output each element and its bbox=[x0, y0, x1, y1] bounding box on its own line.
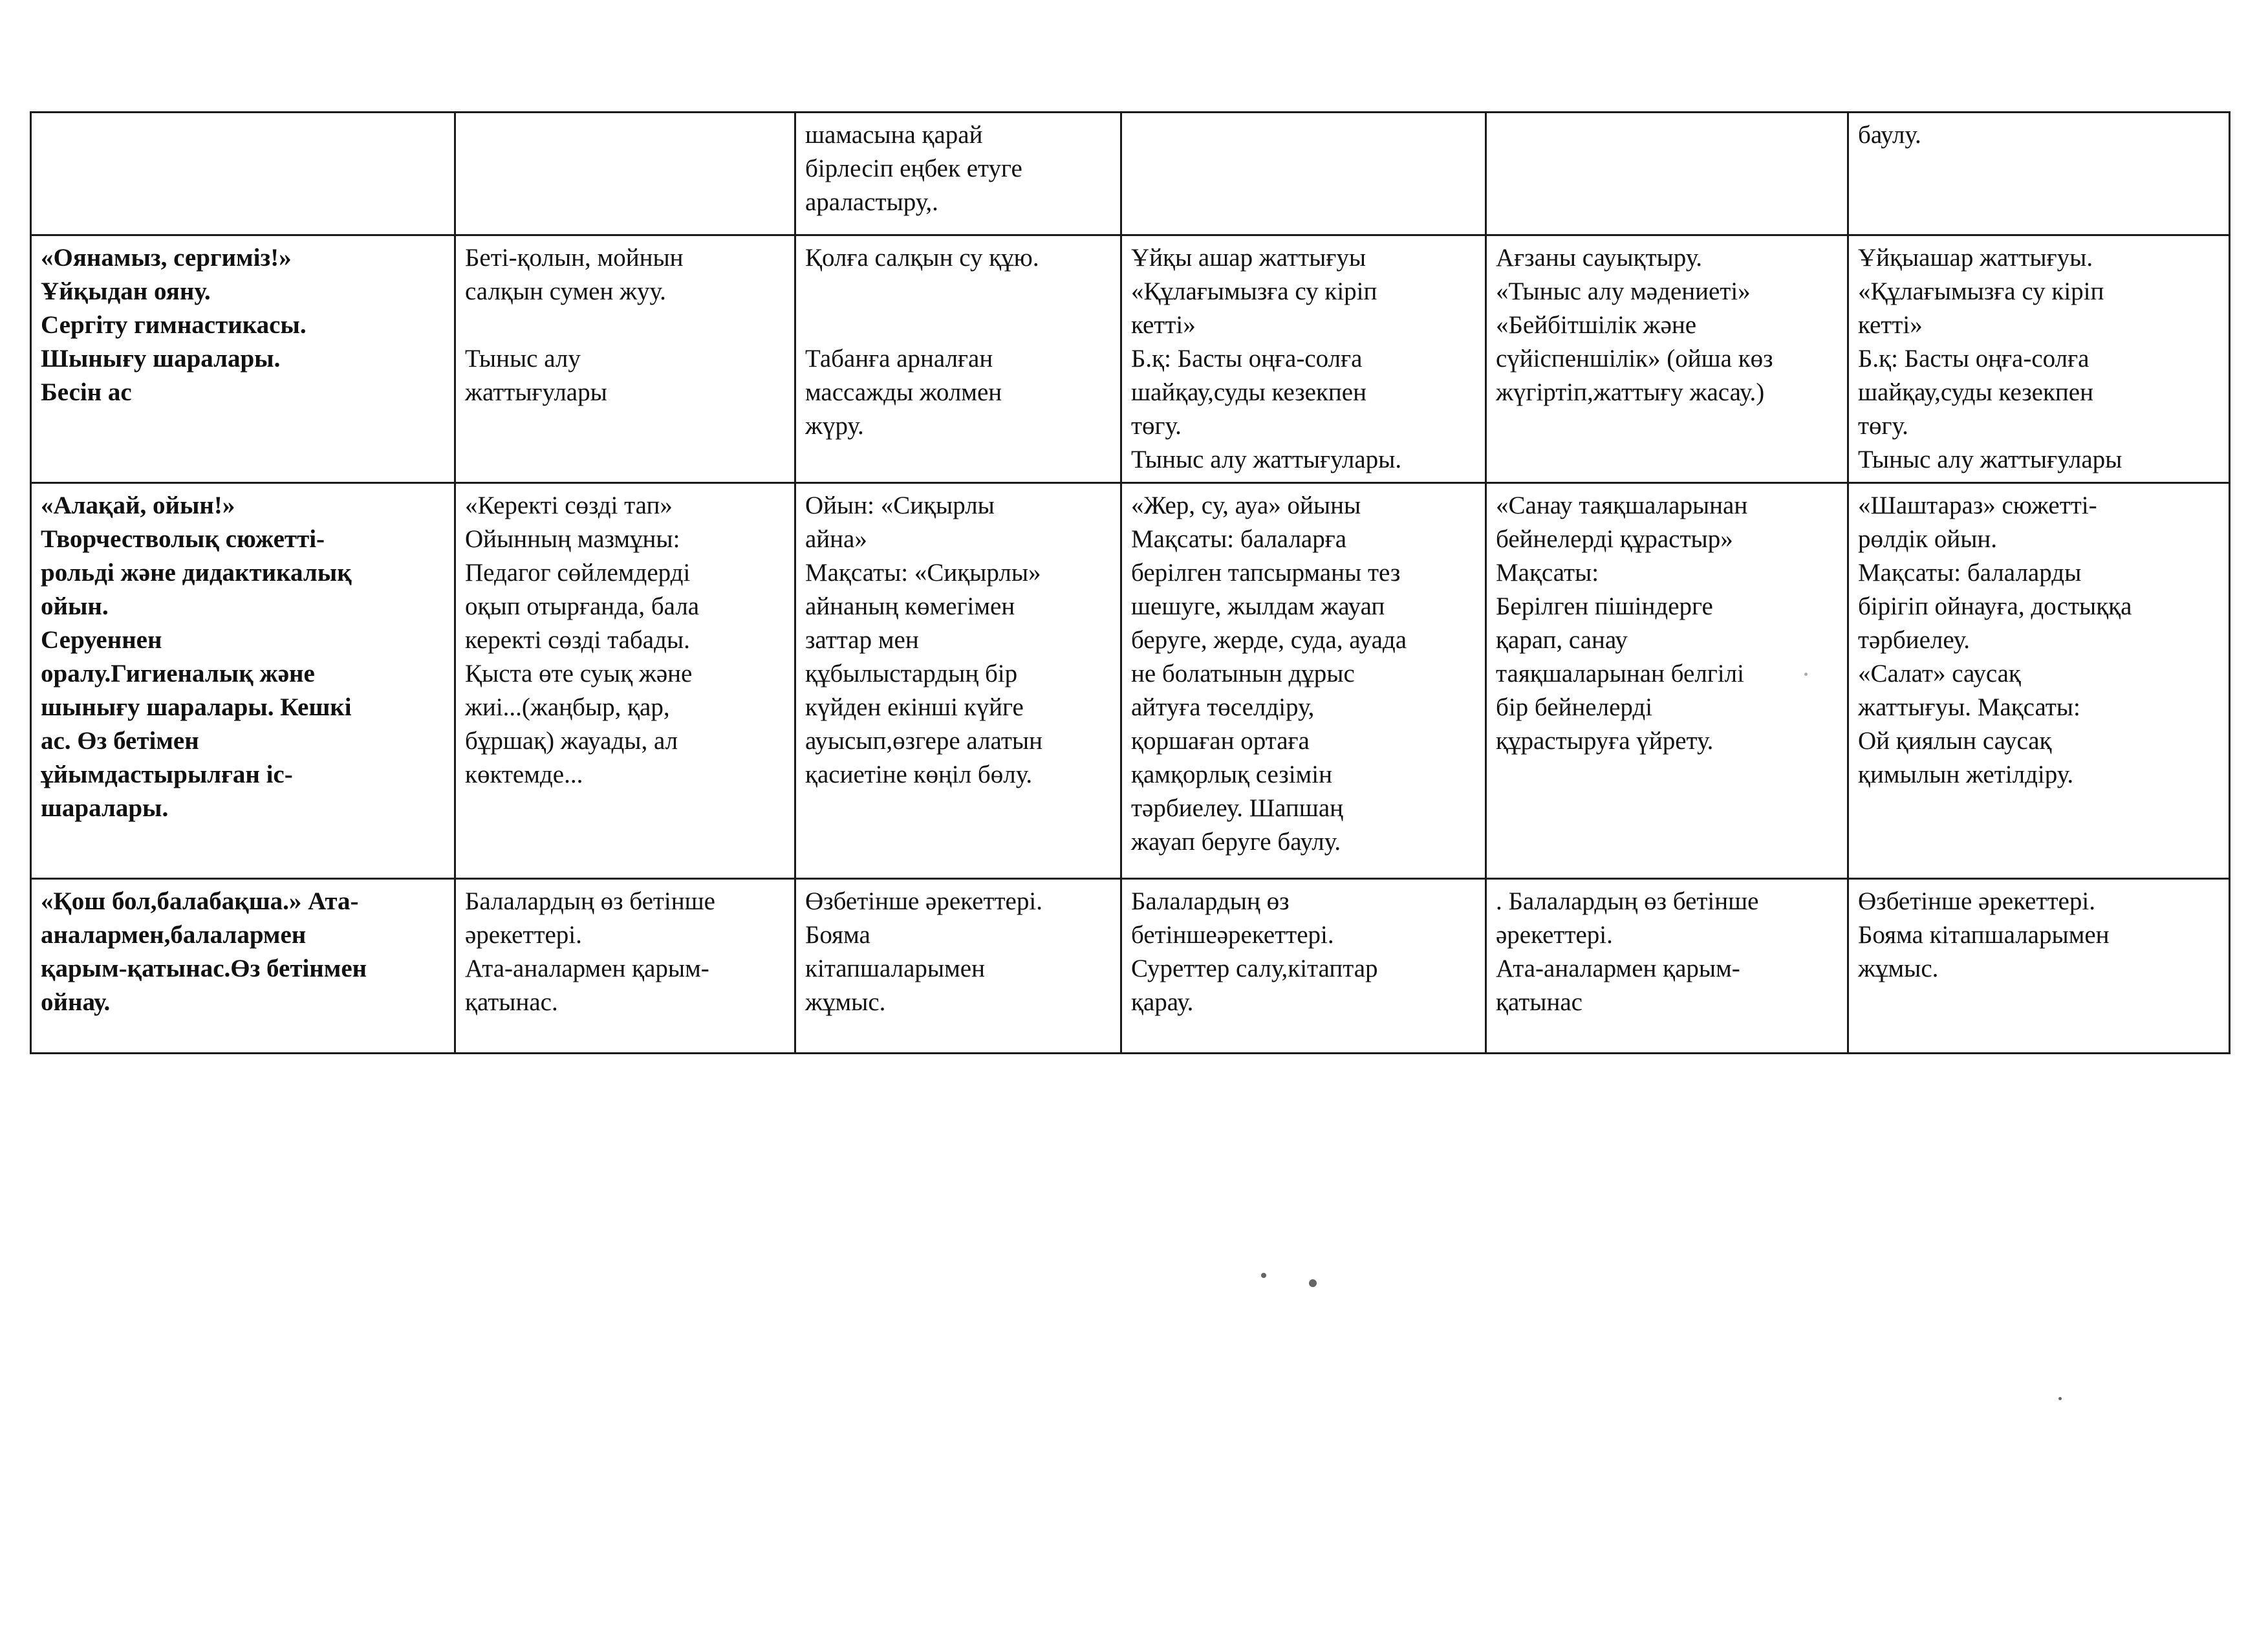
activity-name-cell bbox=[31, 113, 455, 235]
cell-text-line: «Салат» саусақ bbox=[1858, 660, 2021, 688]
cell-text-line: бірлесіп еңбек етуге bbox=[805, 155, 1022, 182]
cell-text-line: Тыныс алу жаттығулары. bbox=[1131, 446, 1402, 473]
cell-text-line: Мақсаты: балаларды bbox=[1858, 559, 2082, 587]
cell-text-line: Өзбетінше әрекеттері. bbox=[805, 887, 1042, 915]
cell-text-line: «Алақай, ойын!» bbox=[41, 492, 235, 519]
cell-text-line: Мақсаты: «Сиқырлы» bbox=[805, 559, 1041, 587]
cell-text-line: қимылын жетілдіру. bbox=[1858, 761, 2074, 788]
cell-text-line: айтуға төселдіру, bbox=[1131, 693, 1315, 721]
daily-schedule-table bbox=[30, 111, 2230, 1054]
cell-text-line: салқын сумен жуу. bbox=[465, 277, 666, 305]
cell-text-line: бетіншеәрекеттері. bbox=[1131, 921, 1334, 949]
cell-text-line: қарым-қатынас.Өз бетінмен bbox=[41, 955, 367, 982]
cell-text-line: Шынығу шаралары. bbox=[41, 345, 281, 373]
cell-text-line: бірігіп ойнауға, достыққа bbox=[1858, 592, 2132, 620]
cell-text-line: жаттығулары bbox=[465, 378, 607, 406]
cell-text-line: бұршақ) жауады, ал bbox=[465, 727, 678, 755]
cell-text-line: күйден екінші күйге bbox=[805, 693, 1024, 721]
cell-text-line: ауысып,өзгере алатын bbox=[805, 727, 1042, 755]
cell-text-line: таяқшаларынан белгілі bbox=[1496, 660, 1744, 688]
row-games bbox=[31, 483, 2230, 879]
scan-speck bbox=[2058, 1397, 2062, 1400]
cell-text-line: Бояма кітапшаларымен bbox=[1858, 921, 2110, 949]
cell-text-line: қарау. bbox=[1131, 988, 1194, 1016]
cell-text-line: қатынас bbox=[1496, 988, 1582, 1016]
cell-text-line: тәрбиелеу. Шапшаң bbox=[1131, 794, 1343, 822]
day-activity-cell bbox=[1848, 235, 2230, 483]
cell-text-line: Суреттер салу,кітаптар bbox=[1131, 955, 1378, 982]
cell-text-line: ойнау. bbox=[41, 988, 111, 1016]
cell-text-line: Берілген пішіндерге bbox=[1496, 592, 1713, 620]
day-activity-cell bbox=[1121, 483, 1486, 879]
day-activity-cell bbox=[795, 879, 1121, 1054]
cell-text-line: Б.қ: Басты оңға-солға bbox=[1131, 345, 1363, 373]
cell-text-line: «Құлағымызға су кіріп bbox=[1131, 277, 1377, 305]
cell-text-line: Ағзаны сауықтыру. bbox=[1496, 244, 1703, 272]
day-activity-cell bbox=[795, 483, 1121, 879]
day-activity-cell bbox=[1121, 235, 1486, 483]
day-activity-cell bbox=[795, 235, 1121, 483]
cell-text-line: Серуеннен bbox=[41, 626, 162, 654]
cell-text-line: «Қош бол,балабақша.» Ата- bbox=[41, 887, 359, 915]
cell-text-line: рөлдік ойын. bbox=[1858, 525, 1998, 553]
cell-text-line: Сергіту гимнастикасы. bbox=[41, 311, 307, 339]
day-activity-cell bbox=[1486, 483, 1848, 879]
cell-text-line: Бесін ас bbox=[41, 378, 132, 406]
cell-text-line: шешуге, жылдам жауап bbox=[1131, 592, 1385, 620]
cell-text-line: кітапшаларымен bbox=[805, 955, 985, 982]
cell-text-line: «Тыныс алу мәдениеті» bbox=[1496, 277, 1751, 305]
cell-text-line: Ұйқыдан ояну. bbox=[41, 277, 211, 305]
cell-text-line: «Санау таяқшаларынан bbox=[1496, 492, 1748, 519]
cell-text-line bbox=[805, 275, 1108, 309]
cell-text-line: . Балалардың өз бетінше bbox=[1496, 887, 1759, 915]
cell-text-line: араластыру,. bbox=[805, 188, 938, 216]
cell-text-line: төгу. bbox=[1131, 412, 1182, 440]
cell-text-line: кетті» bbox=[1131, 311, 1196, 339]
cell-text-line: қарап, санау bbox=[1496, 626, 1628, 654]
cell-text-line: айнаның көмегімен bbox=[805, 592, 1015, 620]
day-activity-cell bbox=[1486, 879, 1848, 1054]
cell-text-line: Беті-қолын, мойнын bbox=[465, 244, 684, 272]
cell-text-line: Б.қ: Басты оңға-солға bbox=[1858, 345, 2090, 373]
cell-text-line: «Оянамыз, сергиміз!» bbox=[41, 244, 292, 272]
cell-text-line: берілген тапсырманы тез bbox=[1131, 559, 1401, 587]
cell-text-line: шаралары. bbox=[41, 794, 169, 822]
cell-text-line: Ұйқыашар жаттығуы. bbox=[1858, 244, 2093, 272]
row-goodbye bbox=[31, 879, 2230, 1054]
cell-text-line: жұмыс. bbox=[1858, 955, 1939, 982]
cell-text-line: Тыныс алу жаттығулары bbox=[1858, 446, 2122, 473]
day-activity-cell bbox=[1848, 483, 2230, 879]
cell-text-line: қатынас. bbox=[465, 988, 558, 1016]
cell-text-line: айна» bbox=[805, 525, 867, 553]
cell-text-line: жауап беруге баулу. bbox=[1131, 828, 1341, 856]
cell-text-line: массажды жолмен bbox=[805, 378, 1002, 406]
cell-text-line: құрастыруға үйрету. bbox=[1496, 727, 1714, 755]
cell-text-line: Ойын: «Сиқырлы bbox=[805, 492, 995, 519]
cell-text-line: жаттығуы. Мақсаты: bbox=[1858, 693, 2080, 721]
cell-text-line: Балалардың өз bbox=[1131, 887, 1290, 915]
day-activity-cell bbox=[1121, 113, 1486, 235]
row-continuation bbox=[31, 113, 2230, 235]
cell-text-line: заттар мен bbox=[805, 626, 919, 654]
cell-text-line: қасиетіне көңіл бөлу. bbox=[805, 761, 1033, 788]
cell-text-line: шамасына қарай bbox=[805, 121, 983, 149]
day-activity-cell bbox=[1486, 113, 1848, 235]
activity-name-cell bbox=[31, 235, 455, 483]
cell-text-line: Қыста өте суық және bbox=[465, 660, 693, 688]
cell-text-line: төгу. bbox=[1858, 412, 1908, 440]
cell-text-line: «Жер, су, ауа» ойыны bbox=[1131, 492, 1361, 519]
cell-text-line bbox=[805, 309, 1108, 342]
cell-text-line: шынығу шаралары. Кешкі bbox=[41, 693, 352, 721]
cell-text-line: сүйіспеншілік» (ойша көз bbox=[1496, 345, 1773, 373]
cell-text-line: керекті сөзді табады. bbox=[465, 626, 690, 654]
cell-text-line: «Шаштараз» сюжетті- bbox=[1858, 492, 2097, 519]
cell-text-line: «Құлағымызға су кіріп bbox=[1858, 277, 2104, 305]
cell-text-line: жүгіртіп,жаттығу жасау.) bbox=[1496, 378, 1765, 406]
cell-text-line: әрекеттері. bbox=[1496, 921, 1613, 949]
cell-text-line: ас. Өз бетімен bbox=[41, 727, 199, 755]
cell-text-line: Табанға арналған bbox=[805, 345, 993, 373]
day-activity-cell bbox=[1486, 235, 1848, 483]
day-activity-cell bbox=[795, 113, 1121, 235]
cell-text-line: жұмыс. bbox=[805, 988, 886, 1016]
scan-speck bbox=[1309, 1279, 1317, 1287]
cell-text-line: Мақсаты: балаларға bbox=[1131, 525, 1347, 553]
activity-name-cell bbox=[31, 879, 455, 1054]
cell-text-line: ойын. bbox=[41, 592, 109, 620]
cell-text-line: бейнелерді құрастыр» bbox=[1496, 525, 1733, 553]
cell-text-line: Ата-аналармен қарым- bbox=[465, 955, 709, 982]
cell-text-line: Ой қиялын саусақ bbox=[1858, 727, 2052, 755]
cell-text-line: жүру. bbox=[805, 412, 864, 440]
cell-text-line: жиі...(жаңбыр, қар, bbox=[465, 693, 670, 721]
cell-text-line: кетті» bbox=[1858, 311, 1923, 339]
cell-text-line: аналармен,балалармен bbox=[41, 921, 307, 949]
cell-text-line: «Бейбітшілік және bbox=[1496, 311, 1697, 339]
cell-text-line: оралу.Гигиеналық және bbox=[41, 660, 315, 688]
cell-text-line: қоршаған ортаға bbox=[1131, 727, 1310, 755]
day-activity-cell bbox=[455, 113, 795, 235]
day-activity-cell bbox=[455, 235, 795, 483]
cell-text-line: Балалардың өз бетінше bbox=[465, 887, 715, 915]
day-activity-cell bbox=[1121, 879, 1486, 1054]
cell-text-line: Өзбетінше әрекеттері. bbox=[1858, 887, 2095, 915]
cell-text-line: Мақсаты: bbox=[1496, 559, 1599, 587]
cell-text-line: Қолға салқын су құю. bbox=[805, 244, 1039, 272]
cell-text-line: не болатынын дұрыс bbox=[1131, 660, 1355, 688]
scan-speck bbox=[1261, 1273, 1266, 1278]
cell-text-line: Ата-аналармен қарым- bbox=[1496, 955, 1740, 982]
cell-text-line: құбылыстардың бір bbox=[805, 660, 1018, 688]
row-waking-up bbox=[31, 235, 2230, 483]
day-activity-cell bbox=[1848, 879, 2230, 1054]
cell-text-line: шайқау,суды кезекпен bbox=[1858, 378, 2093, 406]
cell-text-line: рольді және дидактикалық bbox=[41, 559, 352, 587]
cell-text-line: оқып отырғанда, бала bbox=[465, 592, 700, 620]
scan-speck bbox=[1804, 673, 1808, 676]
cell-text-line: Тыныс алу bbox=[465, 345, 581, 373]
cell-text-line: Педагог сөйлемдерді bbox=[465, 559, 691, 587]
cell-text-line: Ойынның мазмұны: bbox=[465, 525, 680, 553]
cell-text-line: Ұйқы ашар жаттығуы bbox=[1131, 244, 1366, 272]
cell-text-line: баулу. bbox=[1858, 121, 1921, 149]
cell-text-line: әрекеттері. bbox=[465, 921, 582, 949]
cell-text-line: көктемде... bbox=[465, 761, 583, 788]
cell-text-line: ұйымдастырылған іс- bbox=[41, 761, 293, 788]
cell-text-line: тәрбиелеу. bbox=[1858, 626, 1971, 654]
activity-name-cell bbox=[31, 483, 455, 879]
cell-text-line: «Керекті сөзді тап» bbox=[465, 492, 673, 519]
cell-text-line: қамқорлық сезімін bbox=[1131, 761, 1332, 788]
cell-text-line: Творчестволық сюжетті- bbox=[41, 525, 325, 553]
cell-text-line: бір бейнелерді bbox=[1496, 693, 1653, 721]
day-activity-cell bbox=[1848, 113, 2230, 235]
cell-text-line: Бояма bbox=[805, 921, 870, 949]
day-activity-cell bbox=[455, 879, 795, 1054]
cell-text-line bbox=[465, 309, 783, 342]
cell-text-line: шайқау,суды кезекпен bbox=[1131, 378, 1366, 406]
day-activity-cell bbox=[455, 483, 795, 879]
cell-text-line: беруге, жерде, суда, ауада bbox=[1131, 626, 1407, 654]
